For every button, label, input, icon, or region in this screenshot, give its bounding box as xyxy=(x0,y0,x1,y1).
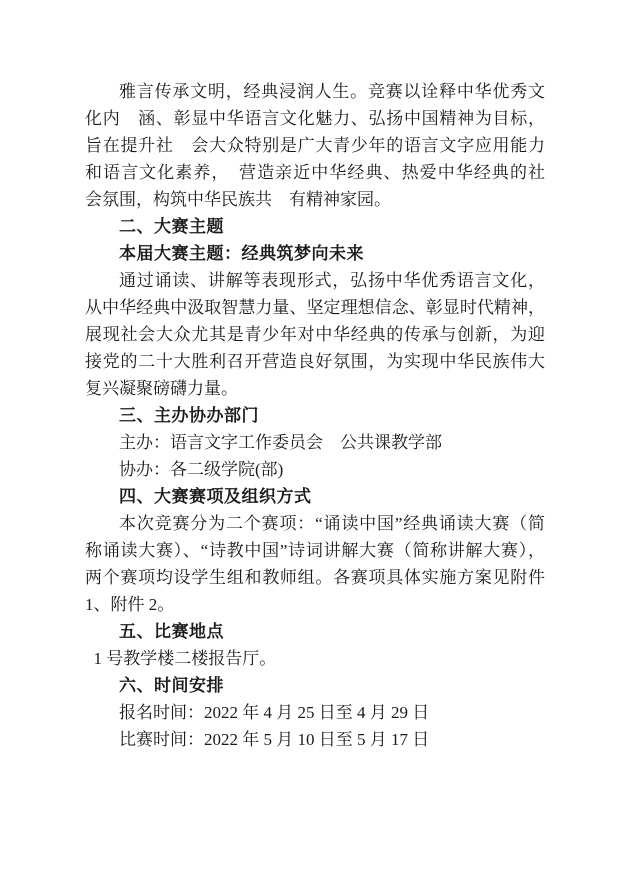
text-line: 称诵读大赛）、“诗教中国”诗词讲解大赛（简称讲解大赛）， xyxy=(85,541,545,560)
text-line: 和语言文化素养， 营造亲近中华经典、热爱中华经典的社 xyxy=(85,163,545,182)
text-line: 从中华经典中汲取智慧力量、坚定理想信念、彰显时代精神， xyxy=(85,298,545,317)
text-line: 本次竞赛分为二个赛项：“诵读中国”经典诵读大赛（简 xyxy=(119,514,545,533)
text-line: 两个赛项均设学生组和教师组。各赛项具体实施方案见附件 xyxy=(85,568,545,587)
document-content xyxy=(85,78,545,753)
text-line: 会氛围，构筑中华民族共 有精神家园。 xyxy=(85,190,391,209)
text-line: 接党的二十大胜利召开营造良好氛围，为实现中华民族伟大 xyxy=(85,352,545,371)
text-line: 主办：语言文字工作委员会 公共课教学部 xyxy=(119,433,442,452)
text-line: 协办：各二级学院(部) xyxy=(119,460,284,479)
text-line: 旨在提升社 会大众特别是广大青少年的语言文字应用能力 xyxy=(85,136,545,155)
section-heading: 五、比赛地点 xyxy=(119,622,224,641)
text-line: 化内 涵、彰显中华语言文化魅力、弘扬中国精神为目标， xyxy=(85,109,545,128)
text-line: 展现社会大众尤其是青少年对中华经典的传承与创新，为迎 xyxy=(85,325,545,344)
text-line: 比赛时间：2022 年 5 月 10 日至 5 月 17 日 xyxy=(119,730,430,749)
section-heading: 二、大赛主题 xyxy=(119,217,224,236)
text-line: 报名时间：2022 年 4 月 25 日至 4 月 29 日 xyxy=(119,703,430,722)
section-heading: 六、时间安排 xyxy=(119,676,224,695)
section-heading: 三、主办协办部门 xyxy=(119,406,259,425)
text-line: 通过诵读、讲解等表现形式，弘扬中华优秀语言文化， xyxy=(119,271,545,290)
section-heading: 四、大赛赛项及组织方式 xyxy=(119,487,312,506)
text-line: 雅言传承文明，经典浸润人生。竞赛以诠释中华优秀文 xyxy=(119,82,545,101)
text-line: 1、附件 2。 xyxy=(85,595,175,614)
text-line: 复兴凝聚磅礴力量。 xyxy=(85,379,238,398)
section-heading: 本届大赛主题：经典筑梦向未来 xyxy=(119,244,364,263)
text-line: 1 号教学楼二楼报告厅。 xyxy=(93,649,277,668)
